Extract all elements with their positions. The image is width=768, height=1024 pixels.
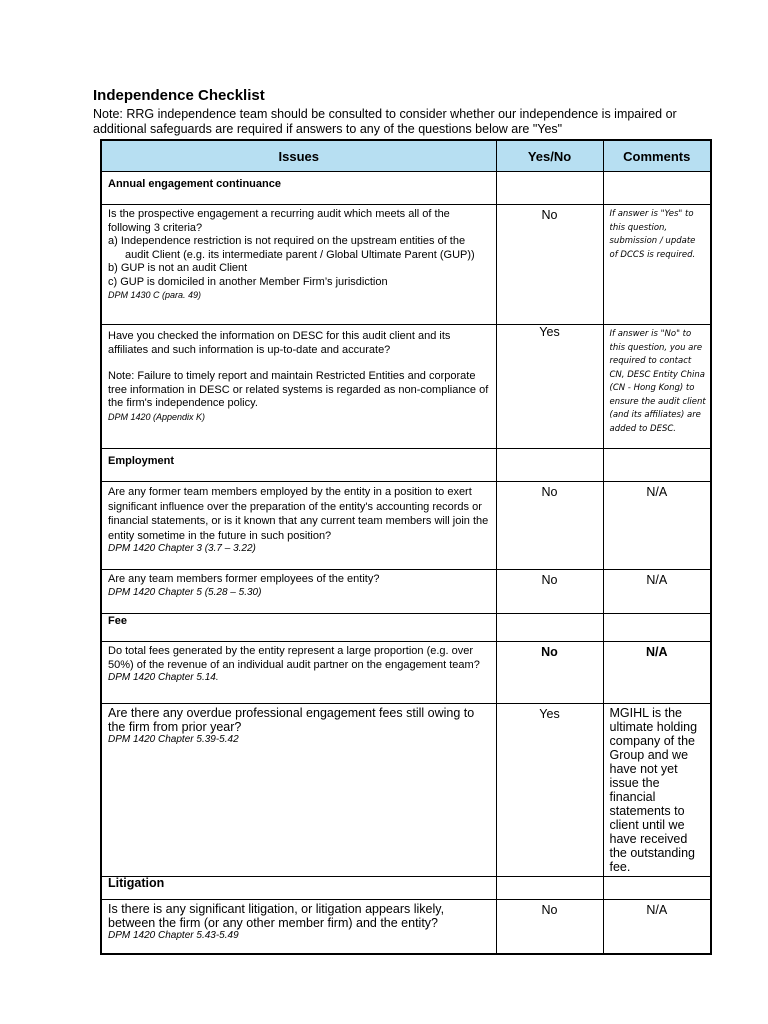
table-row bbox=[101, 900, 711, 954]
section-row-litigation bbox=[101, 877, 711, 900]
table-row bbox=[101, 642, 711, 704]
independence-checklist-table bbox=[100, 139, 712, 955]
comment-cell[interactable]: N/A bbox=[603, 900, 711, 954]
criteria-item: a) Independence restriction is not required on the upstream entities of the audit Client (e.g. its intermediate parent / Global Ultimate Parent (GUP)) bbox=[108, 235, 475, 261]
issue-cell bbox=[101, 570, 496, 614]
section-litigation-yn-cell bbox=[496, 877, 603, 900]
table-row bbox=[101, 205, 711, 325]
comment-cell[interactable]: N/A bbox=[603, 570, 711, 614]
issue-cell bbox=[101, 900, 496, 954]
section-employment-comment-cell bbox=[603, 449, 711, 482]
page-title: Independence Checklist bbox=[93, 87, 265, 104]
section-litigation-label: Litigation bbox=[101, 877, 496, 900]
reference-text: DPM 1420 Chapter 5.43-5.49 bbox=[108, 930, 239, 941]
reference-text: DPM 1420 Chapter 3 (3.7 – 3.22) bbox=[108, 543, 256, 554]
table-row bbox=[101, 570, 711, 614]
answer-cell[interactable]: Yes bbox=[496, 325, 603, 449]
reference-text: DPM 1420 (Appendix K) bbox=[108, 411, 206, 422]
comment-cell[interactable]: If answer is "Yes" to this question, submission / update of DCCS is required. bbox=[603, 205, 711, 325]
section-fee-comment-cell bbox=[603, 614, 711, 642]
header-issues: Issues bbox=[101, 140, 496, 172]
intro-note: Note: RRG independence team should be consulted to consider whether our independence is impaired or additional safeguards are required if answers to any of the questions below are "Yes" bbox=[93, 107, 677, 136]
question-text: Is the prospective engagement a recurring audit which meets all of the following 3 criteria? bbox=[108, 208, 450, 234]
table-row bbox=[101, 704, 711, 877]
reference-text: DPM 1420 Chapter 5 (5.28 – 5.30) bbox=[108, 586, 262, 598]
reference-text: DPM 1430 C (para. 49) bbox=[108, 290, 202, 300]
answer-cell[interactable]: No bbox=[496, 642, 603, 704]
answer-cell[interactable]: No bbox=[496, 482, 603, 570]
section-fee-yn-cell bbox=[496, 614, 603, 642]
section-row-employment bbox=[101, 449, 711, 482]
question-text: Have you checked the information on DESC for this audit client and its affiliates and such information is up-to-date and accurate? bbox=[108, 330, 451, 356]
reference-text: DPM 1420 Chapter 5.14. bbox=[108, 672, 219, 683]
issue-cell bbox=[101, 704, 496, 877]
header-comments: Comments bbox=[603, 140, 711, 172]
header-yesno: Yes/No bbox=[496, 140, 603, 172]
table-header-row bbox=[101, 140, 711, 172]
section-fee-label: Fee bbox=[101, 614, 496, 642]
table-row bbox=[101, 482, 711, 570]
question-text: Do total fees generated by the entity represent a large proportion (e.g. over 50%) of the revenue of an individual audit partner on the engagement team? bbox=[108, 645, 480, 671]
comment-cell[interactable]: If answer is "No" to this question, you are required to contact CN, DESC Entity China (CN - Hong Kong) to ensure the audit client (and its affiliates) are added to DESC. bbox=[603, 325, 711, 449]
section-annual-label: Annual engagement continuance bbox=[101, 172, 496, 205]
answer-cell[interactable]: No bbox=[496, 205, 603, 325]
question-text: Are any former team members employed by the entity in a position to exert significant influence over the preparation of the entity's accounting records or financial statements, or is it known that any current team members will join the entity sometime in the future in such position? bbox=[108, 486, 489, 542]
section-row-annual bbox=[101, 172, 711, 205]
answer-cell[interactable]: No bbox=[496, 570, 603, 614]
section-employment-yn-cell bbox=[496, 449, 603, 482]
issue-cell bbox=[101, 482, 496, 570]
issue-cell bbox=[101, 205, 496, 325]
section-row-fee bbox=[101, 614, 711, 642]
answer-cell[interactable]: No bbox=[496, 900, 603, 954]
comment-cell[interactable]: MGIHL is the ultimate holding company of the Group and we have not yet issue the financial statements to client until we have received the outstanding fee. bbox=[603, 704, 711, 877]
section-employment-label: Employment bbox=[101, 449, 496, 482]
question-note: Note: Failure to timely report and maintain Restricted Entities and corporate tree information in DESC or related systems is regarded as non-compliance of the firm's independence policy. bbox=[108, 370, 489, 409]
question-text: Are any team members former employees of the entity? bbox=[108, 573, 380, 585]
question-text: Are there any overdue professional engagement fees still owing to the firm from prior year? bbox=[108, 706, 475, 734]
comment-cell[interactable]: N/A bbox=[603, 482, 711, 570]
issue-cell bbox=[101, 325, 496, 449]
issue-cell bbox=[101, 642, 496, 704]
criteria-item: b) GUP is not an audit Client bbox=[108, 262, 248, 274]
table-row bbox=[101, 325, 711, 449]
comment-cell[interactable]: N/A bbox=[603, 642, 711, 704]
section-annual-comment-cell bbox=[603, 172, 711, 205]
answer-cell[interactable]: Yes bbox=[496, 704, 603, 877]
reference-text: DPM 1420 Chapter 5.39-5.42 bbox=[108, 734, 239, 745]
criteria-item: c) GUP is domiciled in another Member Firm’s jurisdiction bbox=[108, 275, 388, 288]
criteria-list bbox=[108, 235, 490, 289]
section-annual-yn-cell bbox=[496, 172, 603, 205]
question-text: Is there is any significant litigation, or litigation appears likely, between the firm (or any other member firm) and the entity? bbox=[108, 902, 445, 930]
section-litigation-comment-cell bbox=[603, 877, 711, 900]
